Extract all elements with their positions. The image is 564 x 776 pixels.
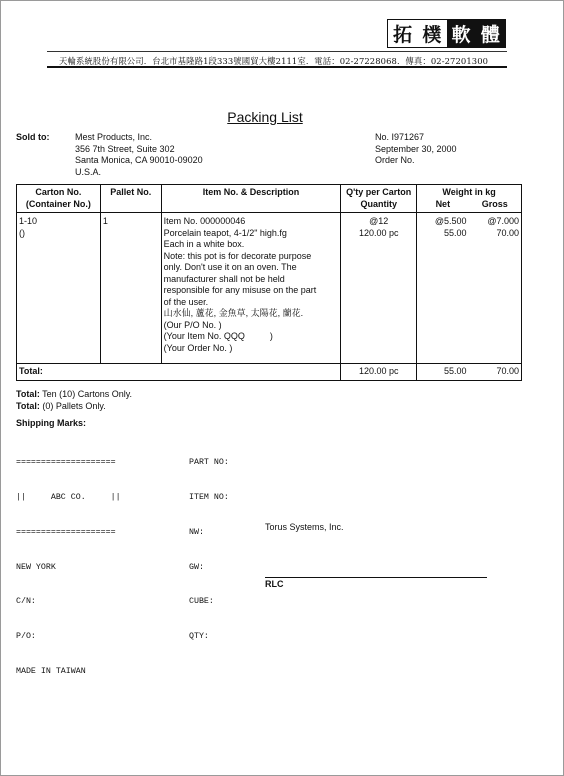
pallet-cell: 1: [100, 213, 161, 364]
net-weight-cell: [417, 213, 469, 364]
pallet-column-header: Pallet No.: [100, 185, 161, 213]
header-rule-bottom: [47, 66, 507, 68]
carton-header-line: Carton No.: [35, 187, 82, 197]
carton-cell: [17, 213, 101, 364]
gross-weight-cell: [469, 213, 522, 364]
shipping-mark-line: MADE IN TAIWAN: [16, 666, 86, 676]
shipping-mark-field: NW:: [189, 527, 204, 537]
description-cell: [161, 213, 341, 364]
signature-company: Torus Systems, Inc.: [265, 522, 344, 532]
quantity-value: 120.00 pc: [358, 227, 399, 238]
shipping-mark-line: P/O:: [16, 632, 36, 642]
document-info: [375, 132, 457, 167]
header-rule-top: [47, 51, 507, 52]
shipping-mark-field: QTY:: [189, 632, 209, 642]
description-line: Note: this pot is for decorate purpose: [163, 250, 312, 261]
weight-column-header: Weight in kg: [417, 185, 522, 199]
logo-char-2: 樸: [417, 20, 446, 47]
net-column-header: Net: [417, 199, 469, 213]
description-line: responsible for any misuse on the part: [163, 285, 317, 295]
shipping-mark-field: ITEM NO:: [189, 492, 229, 502]
shipping-mark-line: || ABC CO. ||: [16, 492, 121, 502]
company-address-line: 天輪系統股份有限公司．台北市基隆路1段333號國貿大樓2111室．電話：02-27228068．傳真：02-27201300: [59, 56, 489, 66]
table-header-row: [17, 185, 522, 199]
document-date: September 30, 2000: [375, 143, 457, 154]
signature-line: [265, 577, 487, 578]
logo-char-3: 軟: [447, 20, 476, 47]
quantity-header: Quantity: [360, 198, 397, 209]
shipping-mark-line: C/N:: [16, 597, 36, 607]
sold-to-line: U.S.A.: [75, 166, 102, 177]
container-header-line: (Container No.): [25, 198, 91, 209]
quantity-column-header: [341, 185, 417, 213]
net-per-carton-value: @5.500: [434, 216, 467, 226]
shipping-mark-field: GW:: [189, 562, 204, 572]
sold-to-address: [75, 132, 203, 178]
company-logo: [387, 19, 506, 48]
description-line: only. Don't use it on an oven. The: [163, 262, 297, 272]
gross-per-carton-value: @7.000: [487, 216, 519, 226]
container-number: (): [19, 227, 25, 238]
shipping-marks-label: Shipping Marks:: [16, 418, 87, 428]
qty-per-carton-header: Q'ty per Carton: [346, 187, 412, 197]
shipping-mark-field: CUBE:: [189, 597, 214, 607]
description-line: Item No. 000000046: [163, 216, 246, 226]
description-line: 山水仙, 蘆花, 金魚草, 太陽花, 蘭花.: [163, 308, 304, 318]
total-pallets: [16, 401, 106, 413]
shipping-mark-line: ====================: [16, 458, 116, 468]
quantity-cell: [341, 213, 417, 364]
description-line: manufacturer shall not be held: [163, 273, 285, 284]
total-gross-weight: 70.00: [469, 364, 522, 381]
shipping-mark-line: ====================: [16, 527, 116, 537]
signature-initials: RLC: [265, 579, 284, 589]
description-line: Porcelain teapot, 4-1/2" high.fg: [163, 227, 287, 238]
shipping-mark-field: PART NO:: [189, 458, 229, 468]
sold-to-line: Mest Products, Inc.: [75, 132, 153, 142]
total-pallets-text: (0) Pallets Only.: [42, 401, 106, 411]
qty-per-carton-value: @12: [369, 216, 389, 226]
description-line: of the user.: [163, 296, 209, 307]
document-number: No. I971267: [375, 132, 425, 142]
logo-char-4: 體: [476, 20, 505, 47]
total-net-weight: 55.00: [417, 364, 469, 381]
carton-column-header: [17, 185, 101, 213]
net-total-value: 55.00: [444, 227, 467, 238]
sold-to-label: Sold to:: [16, 132, 50, 142]
packing-items-table: [16, 184, 522, 381]
order-number: Order No.: [375, 155, 415, 165]
description-line: (Your Item No. QQQ ): [163, 331, 273, 341]
gross-total-value: 70.00: [496, 227, 519, 238]
item-column-header: Item No. & Description: [161, 185, 341, 213]
shipping-marks-right: [189, 434, 229, 666]
carton-range: 1-10: [19, 216, 38, 226]
table-total-row: [17, 364, 522, 381]
total-quantity: 120.00 pc: [341, 364, 417, 381]
gross-column-header: Gross: [469, 199, 522, 213]
logo-char-1: 拓: [388, 20, 417, 47]
description-line: Each in a white box.: [163, 239, 245, 249]
description-line: (Our P/O No. ): [163, 319, 222, 330]
table-row: [17, 213, 522, 364]
sold-to-line: 356 7th Street, Suite 302: [75, 143, 175, 154]
total-cartons-label: Total:: [16, 389, 40, 399]
shipping-marks-left: [16, 434, 121, 701]
sold-to-line: Santa Monica, CA 90010-09020: [75, 155, 203, 165]
total-pallets-label: Total:: [16, 401, 40, 411]
total-cartons-text: Ten (10) Cartons Only.: [42, 389, 133, 399]
shipping-mark-line: NEW YORK: [16, 562, 56, 572]
total-cartons: [16, 389, 132, 401]
document-title: Packing List: [227, 109, 303, 125]
description-line: (Your Order No. ): [163, 342, 233, 353]
total-label: Total:: [17, 364, 341, 381]
